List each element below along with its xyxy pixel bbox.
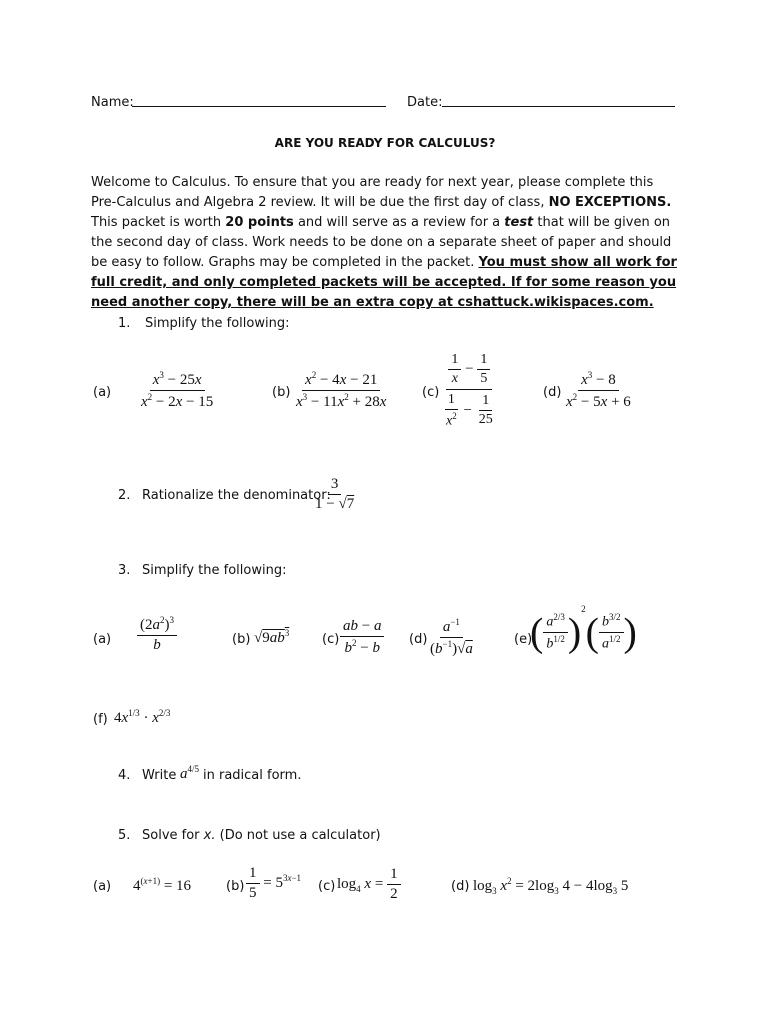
q5d-label: (d) <box>451 879 470 894</box>
date-label: Date: <box>407 95 443 110</box>
intro-paragraph <box>91 173 681 313</box>
intro-text-1: Welcome to Calculus. To ensure that you are ready for next year, please complete this Pre-Calculus and Algebra 2 review. It will be due the first day of class, <box>91 175 654 210</box>
q4-expression: $a^{4/5}$ <box>180 764 200 782</box>
date-field-line[interactable] <box>442 106 675 107</box>
q5-text <box>142 828 381 843</box>
q3c-expression: $\frac{ab - a}{b^2 - b}$ <box>340 618 384 657</box>
q3e-label: (e) <box>514 632 533 647</box>
intro-points: 20 points <box>225 215 294 230</box>
q2-text: Rationalize the denominator: <box>142 488 331 503</box>
q3b-label: (b) <box>232 632 251 647</box>
q1a-expression: $\frac{x^3 - 25x}{x^2 - 2x - 15}$ <box>141 370 214 410</box>
intro-text-3: and will serve as a review for a <box>293 215 505 230</box>
q5b-expression: $\frac{1}{5}$ = $5^{3x-1}$ <box>246 865 301 902</box>
intro-text-4: that will be given on the second day of class. Work needs to be done on a separate sheet of paper and should be easy to follow. Graphs may be completed in the packet. <box>91 215 672 270</box>
intro-underlined-note: You must show all work for full credit, and only completed packets will be accepted. If for some reason you need another copy, there will be an extra copy at cshattuck.wikispaces.com. <box>91 255 677 310</box>
q5-text-post: (Do not use a calculator) <box>215 828 381 843</box>
q1-number: 1. <box>118 316 131 331</box>
q1a-label: (a) <box>93 385 112 400</box>
q5a-expression: $4^{(x+1)} = 16$ <box>133 876 192 894</box>
q1b-label: (b) <box>272 385 291 400</box>
q5b-label: (b) <box>226 879 245 894</box>
intro-test: test <box>504 215 534 230</box>
q3d-expression: $\frac{a^{-1}}{(b^{-1})√a}$ <box>430 617 473 657</box>
intro-text-2: This packet is worth <box>91 215 226 230</box>
name-label: Name: <box>91 95 134 110</box>
q3a-expression: $\frac{(2a^2)^3}{b}$ <box>137 615 177 654</box>
q1d-expression: $\frac{x^3 - 8}{x^2 - 5x + 6}$ <box>566 370 631 410</box>
q1b-expression: $\frac{x^2 - 4x - 21}{x^3 - 11x^2 + 28x}$ <box>296 370 387 410</box>
q3-number: 3. <box>118 563 131 578</box>
q3f-label: (f) <box>93 712 108 727</box>
q5-number: 5. <box>118 828 131 843</box>
q4-rest: in radical form. <box>203 768 302 783</box>
q3e-expression: ( $\frac{a^{2/3}}{b^{1/2}}$ )$^2$( $\frac{b^{3/2}}{a^{1/2}}$ ) <box>530 604 637 655</box>
q2-expression: $\frac{3}{1 - √7}$ <box>315 476 355 512</box>
q4-number: 4. <box>118 768 131 783</box>
q3c-label: (c) <box>322 632 340 647</box>
q1-text: Simplify the following: <box>145 316 290 331</box>
q5c-expression: $\log_4 x$ = $\frac{1}{2}$ <box>337 866 401 903</box>
q3b-expression: $√9ab^3$ <box>254 628 290 646</box>
q1c-expression: $\frac{1}{x}$ − $\frac{1}{5}$ $\frac{1}{x^2}$ − $\frac{1}{25}$ <box>446 352 493 429</box>
q3d-label: (d) <box>409 632 428 647</box>
q5d-expression: $\log_3 x^2 = 2\log_3$ $4 - 4\log_3$ 5 <box>473 876 629 896</box>
q5a-label: (a) <box>93 879 112 894</box>
q5-var: x. <box>203 828 216 843</box>
q1c-label: (c) <box>422 385 440 400</box>
page-title: ARE YOU READY FOR CALCULUS? <box>274 136 496 150</box>
q3f-expression: $4x^{1/3} \cdot x^{2/3}$ <box>114 708 171 726</box>
q5-text-pre: Solve for <box>142 828 204 843</box>
q2-number: 2. <box>118 488 131 503</box>
intro-no-exceptions: NO EXCEPTIONS. <box>548 195 672 210</box>
q1d-label: (d) <box>543 385 562 400</box>
q3a-label: (a) <box>93 632 112 647</box>
q4-write: Write <box>142 768 177 783</box>
q5c-label: (c) <box>318 879 336 894</box>
name-field-line[interactable] <box>132 106 386 107</box>
q3-text: Simplify the following: <box>142 563 287 578</box>
